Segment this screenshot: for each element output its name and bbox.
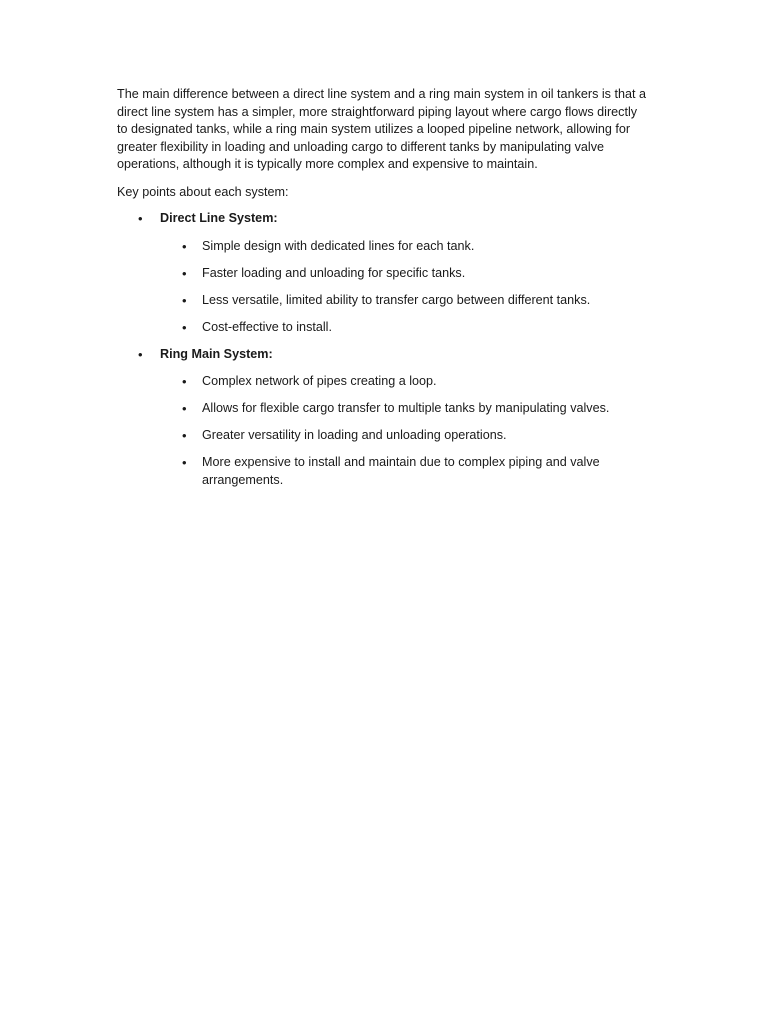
list-item-text: Cost-effective to install. <box>202 319 332 334</box>
list-item <box>160 238 647 256</box>
ring-main-points <box>160 373 647 489</box>
list-item-text: More expensive to install and maintain due to complex piping and valve arrangements. <box>202 455 600 487</box>
list-item-text: Complex network of pipes creating a loop. <box>202 374 437 388</box>
list-item-text: Allows for flexible cargo transfer to multiple tanks by manipulating valves. <box>202 401 610 415</box>
list-item-text: Faster loading and unloading for specific tanks. <box>202 265 466 280</box>
list-item <box>160 454 647 489</box>
key-points-heading: Key points about each system: <box>117 184 289 199</box>
bullet-icon: • <box>182 455 187 470</box>
list-item <box>160 373 647 391</box>
intro-paragraph: The main difference between a direct line system and a ring main system in oil tankers is that a direct line system has a simpler, more straightforward piping layout where cargo flows directly to designated tanks, while a ring main system utilizes a looped pipeline network, allowing for greater flexibility in loading and unloading cargo to different tanks by manipulating valve operations, although it is typically more complex and expensive to maintain. <box>117 87 646 171</box>
bullet-icon: • <box>138 211 143 226</box>
bullet-icon: • <box>138 346 143 362</box>
list-item <box>160 292 647 310</box>
bullet-icon: • <box>182 319 187 335</box>
bullet-icon: • <box>182 292 187 308</box>
list-item-text: Less versatile, limited ability to transfer cargo between different tanks. <box>202 292 591 307</box>
bullet-icon: • <box>182 238 187 254</box>
document-body <box>117 86 647 499</box>
list-item <box>160 319 647 337</box>
bullet-icon: • <box>182 401 187 416</box>
list-item <box>160 427 647 445</box>
list-item <box>160 265 647 283</box>
list-item-direct-line-system <box>117 210 647 336</box>
systems-list <box>117 210 647 489</box>
list-item-text: Simple design with dedicated lines for each tank. <box>202 238 475 253</box>
section-title-ring-main: Ring Main System: <box>160 346 273 361</box>
section-title-direct-line: Direct Line System: <box>160 211 278 225</box>
bullet-icon: • <box>182 374 187 389</box>
direct-line-points <box>160 238 647 337</box>
list-item <box>160 400 647 418</box>
bullet-icon: • <box>182 428 187 443</box>
list-item-ring-main-system <box>117 346 647 490</box>
bullet-icon: • <box>182 265 187 281</box>
list-item-text: Greater versatility in loading and unloading operations. <box>202 428 507 442</box>
